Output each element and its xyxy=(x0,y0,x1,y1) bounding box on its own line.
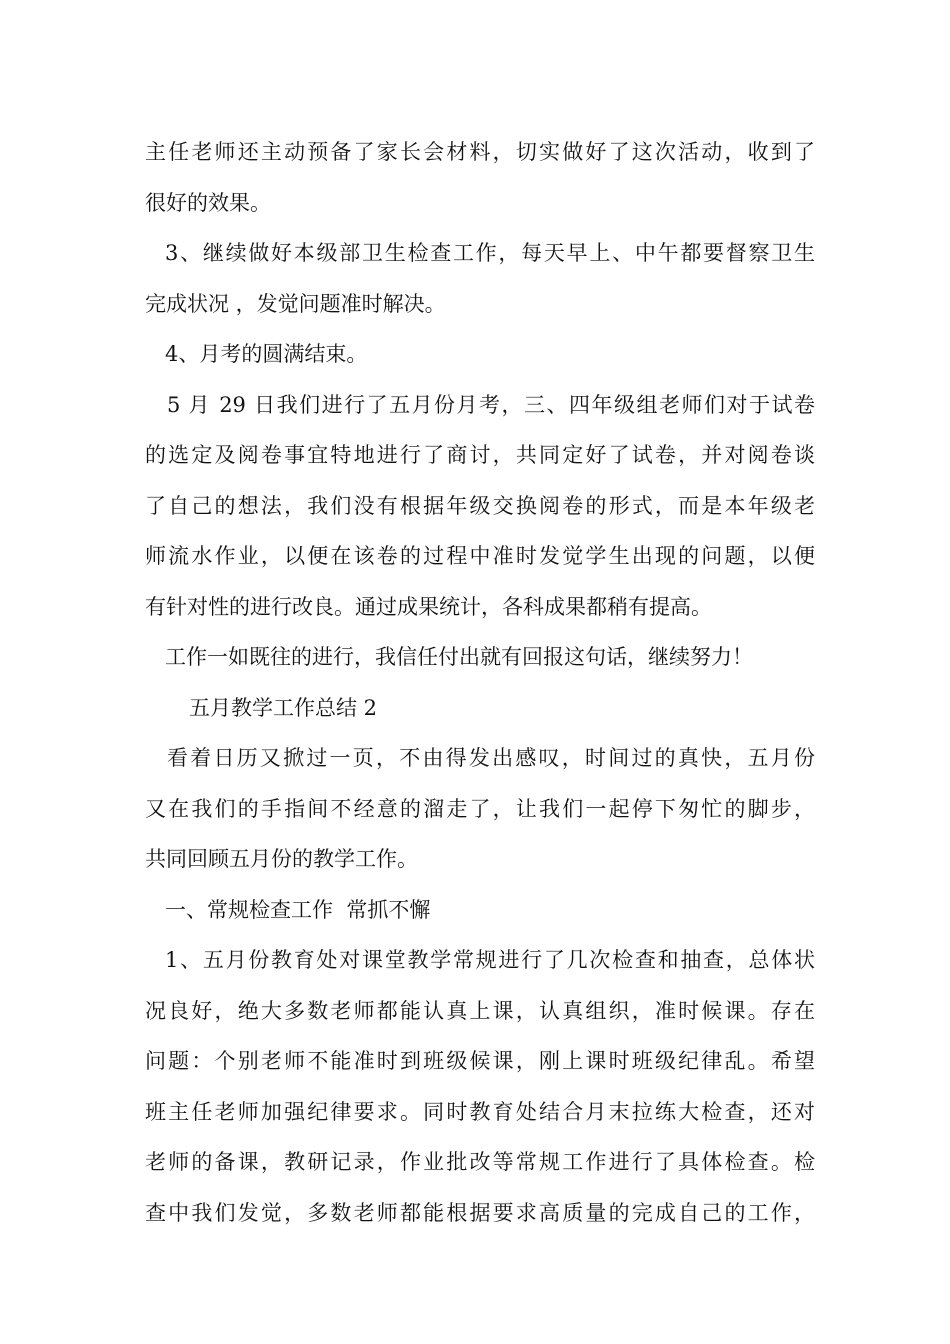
paragraph-line: 的选定及阅卷事宜特地进行了商讨，共同定好了试卷，并对阅卷谈 xyxy=(145,443,815,467)
section-heading: 一、常规检查工作 常抓不懈 xyxy=(165,897,431,922)
paragraph-line: 很好的效果。 xyxy=(145,190,271,215)
paragraph-line: 工作一如既往的进行，我信任付出就有回报这句话，继续努力！ xyxy=(165,645,753,669)
paragraph-line: 1、五月份教育处对课堂教学常规进行了几次检查和抽查，总体状 xyxy=(165,948,815,972)
section-heading: 4、月考的圆满结束。 xyxy=(165,342,368,366)
paragraph-line: 5 月 29 日我们进行了五月份月考，三、四年级组老师们对于试卷 xyxy=(167,392,815,417)
paragraph-line: 老师的备课，教研记录，作业批改等常规工作进行了具体检查。检 xyxy=(145,1150,815,1174)
paragraph-line: 问题：个别老师不能准时到班级候课，刚上课时班级纪律乱。希望 xyxy=(145,1049,815,1073)
paragraph-line: 了自己的想法，我们没有根据年级交换阅卷的形式，而是本年级老 xyxy=(145,493,815,518)
document-subtitle: 五月教学工作总结 2 xyxy=(189,695,378,720)
document-body xyxy=(145,127,815,1238)
paragraph-line: 查中我们发觉，多数老师都能根据要求高质量的完成自己的工作， xyxy=(145,1200,815,1225)
paragraph-line: 共同回顾五月份的教学工作。 xyxy=(145,847,418,871)
paragraph-line: 有针对性的进行改良。通过成果统计，各科成果都稍有提高。 xyxy=(145,594,712,619)
paragraph-line: 师流水作业，以便在该卷的过程中准时发觉学生出现的问题，以便 xyxy=(145,544,815,568)
paragraph-line: 班主任老师加强纪律要求。同时教育处结合月末拉练大检查，还对 xyxy=(145,1099,815,1124)
paragraph-line: 又在我们的手指间不经意的溜走了，让我们一起停下匆忙的脚步， xyxy=(145,796,815,821)
paragraph-line: 完成状况 ，发觉问题准时解决。 xyxy=(145,291,446,316)
paragraph-line: 主任老师还主动预备了家长会材料，切实做好了这次活动，收到了 xyxy=(145,140,815,164)
paragraph-line: 看着日历又掀过一页，不由得发出感叹，时间过的真快，五月份 xyxy=(167,746,815,770)
paragraph-line: 3、继续做好本级部卫生检查工作，每天早上、中午都要督察卫生 xyxy=(165,241,815,265)
paragraph-line: 况良好，绝大多数老师都能认真上课，认真组织，准时候课。存在 xyxy=(145,998,815,1023)
